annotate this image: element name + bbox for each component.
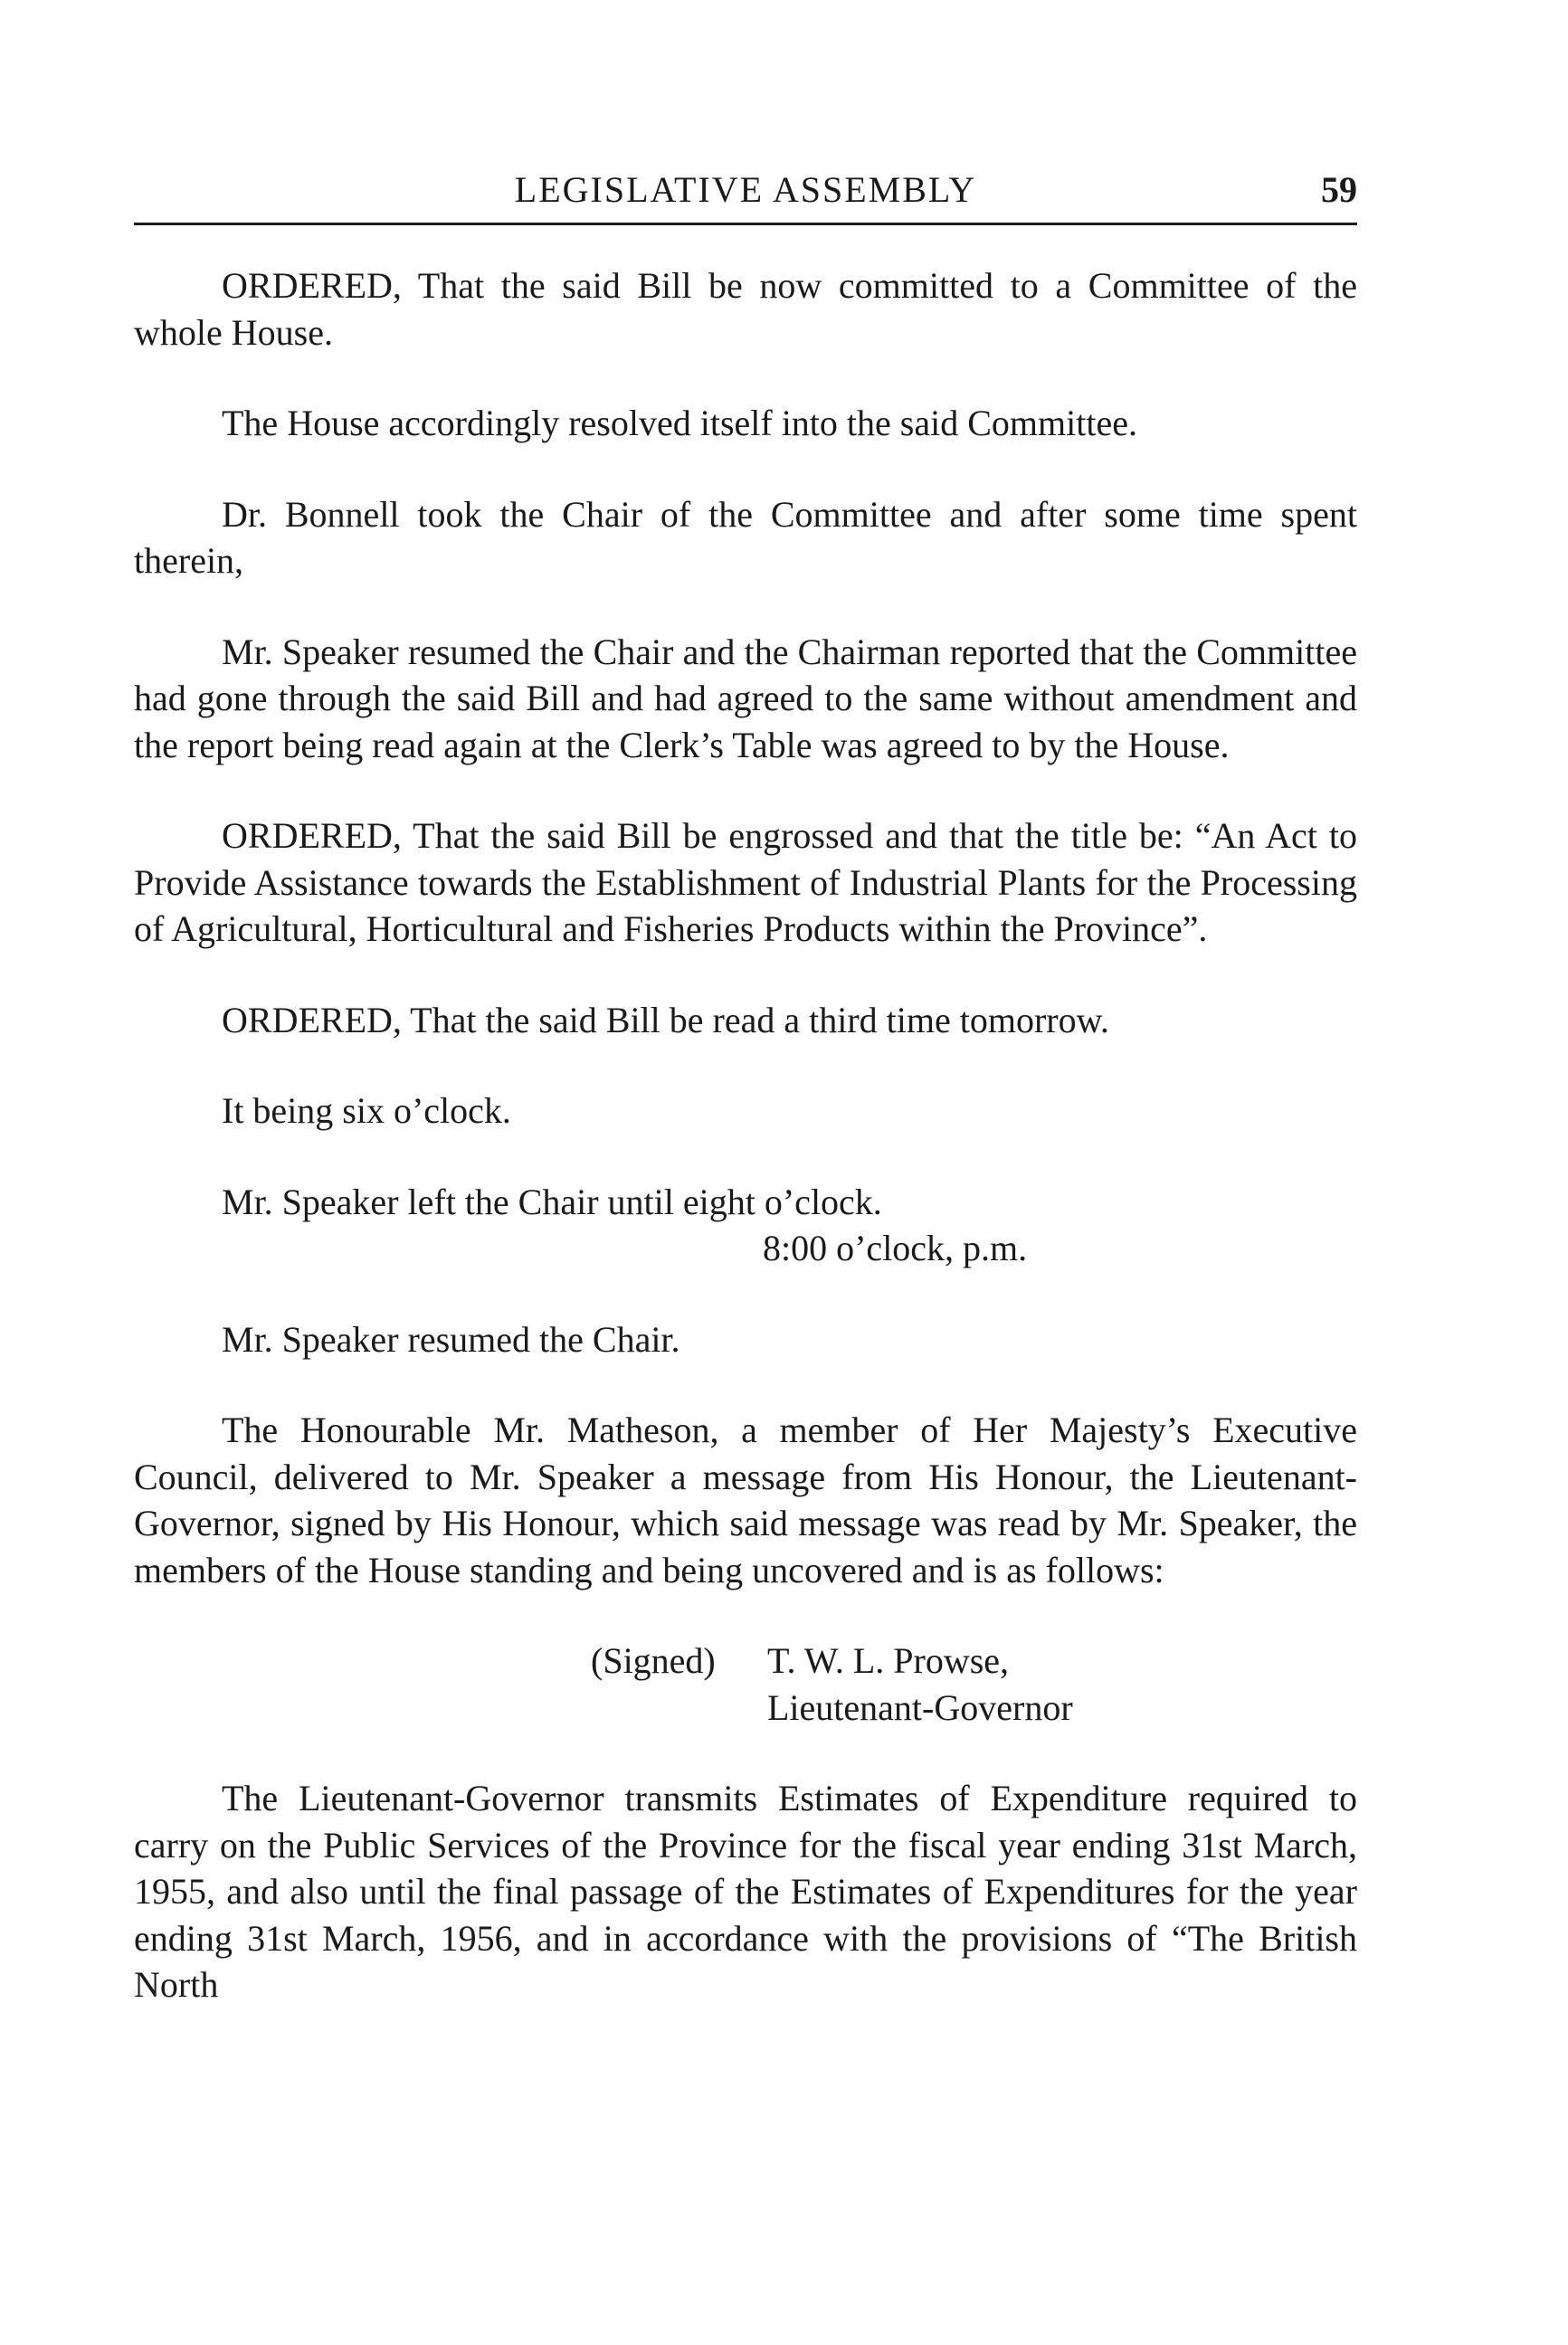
page-number: 59: [1321, 169, 1357, 210]
paragraph-speaker-resumed: Mr. Speaker resumed the Chair and the Chairman reported that the Committee had gone through the said Bill and had agreed to the same without amendment and the report being read again at the Clerk’s Table was agreed to by the House.: [134, 631, 1357, 765]
time-stamp: 8:00 o’clock, p.m.: [763, 1228, 1028, 1268]
body-text: [134, 262, 1357, 2053]
signature-label: (Signed): [591, 1640, 716, 1681]
signature-title: Lieutenant-Governor: [767, 1686, 1073, 1728]
paragraph-speaker-left: Mr. Speaker left the Chair until eight o’clock.: [222, 1181, 882, 1222]
paragraph-ordered-committed: ORDERED, That the said Bill be now committed to a Committee of the whole House.: [134, 265, 1357, 353]
paragraph-six-oclock: It being six o’clock.: [222, 1090, 511, 1131]
page-header: [134, 163, 1357, 226]
paragraph-ordered-third-reading: ORDERED, That the said Bill be read a third time tomorrow.: [222, 999, 1109, 1040]
paragraph-ordered-engrossed: ORDERED, That the said Bill be engrossed and that the title be: “An Act to Provide Assistance towards the Establishment of Industrial Plants for the Processing of Agricultural, Horticultural and Fisheries Products within the Province”.: [134, 815, 1357, 949]
paragraph-bonnell-chair: Dr. Bonnell took the Chair of the Committee and after some time spent therein,: [134, 493, 1357, 581]
signature-block: [134, 1638, 1357, 1731]
paragraph-house-resolved: The House accordingly resolved itself into the said Committee.: [222, 403, 1137, 443]
running-head: LEGISLATIVE ASSEMBLY: [514, 169, 977, 210]
signature-name: T. W. L. Prowse,: [767, 1640, 1010, 1681]
paragraph-estimates: The Lieutenant-Governor transmits Estimates of Expenditure required to carry on the Public Services of the Province for the fiscal year ending 31st March, 1955, and also until the final passage of the Estimates of Expenditures for the year ending 31st March, 1956, and in accordance with the provisions of “The British North: [134, 1778, 1357, 2005]
header-rule: [134, 223, 1357, 225]
paragraph-speaker-resumed-chair: Mr. Speaker resumed the Chair.: [222, 1318, 680, 1360]
paragraph-matheson-message: The Honourable Mr. Matheson, a member of Her Majesty’s Executive Council, delivered to Mr. Speaker a message from His Honour, the Lieutenant-Governor, signed by His Honour, which said message was read by Mr. Speaker, the members of the House standing and being uncovered and is as follows:: [134, 1410, 1357, 1590]
